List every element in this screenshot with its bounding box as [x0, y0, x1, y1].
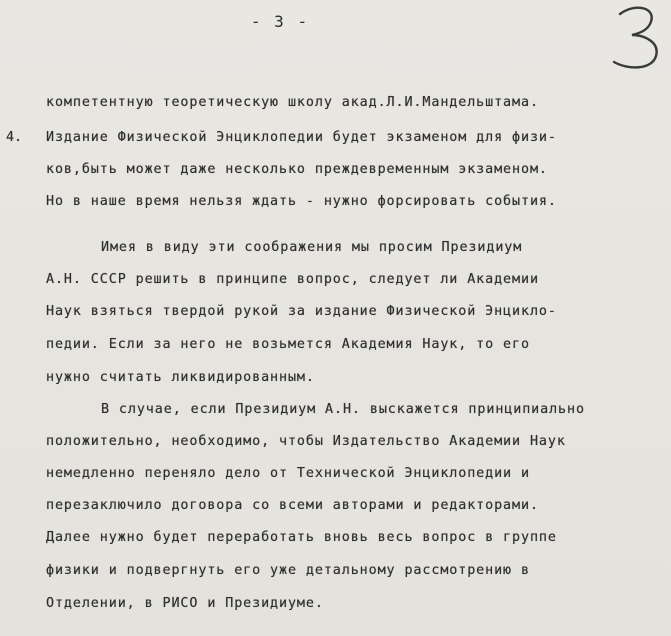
- text-line: физики и подвергнуть его уже детальному рассмотрению в: [46, 563, 530, 578]
- page-number: - 3 -: [250, 12, 310, 31]
- handwritten-page-number: [606, 4, 668, 74]
- text-line: Наук взяться твердой рукой за издание Физической Энцикло-: [46, 304, 557, 319]
- text-line: педии. Если за него не возьмется Академия Наук, то его: [46, 337, 530, 352]
- text-line: Имея в виду эти соображения мы просим Президиум: [101, 240, 523, 255]
- text-line: нужно считать ликвидированным.: [46, 370, 315, 385]
- text-line: Отделении, в РИСО и Президиуме.: [46, 596, 324, 611]
- text-line: В случае, если Президиум А.Н. выскажется принципиально: [101, 402, 585, 417]
- text-line: Далее нужно будет переработать вновь весь вопрос в группе: [46, 530, 557, 545]
- text-line: ков,быть может даже несколько преждевременным экзаменом.: [46, 162, 548, 177]
- text-line: компетентную теоретическую школу акад.Л.И.Мандельштама.: [46, 95, 539, 110]
- text-line: немедленно перенялo дело от Технической Энциклопедии и: [46, 466, 530, 481]
- text-line: перезаключило договора со всеми авторами и редакторами.: [46, 498, 539, 513]
- text-line: А.Н. СССР решить в принципе вопрос, следует ли Академии: [46, 272, 539, 287]
- text-line: Но в наше время нельзя ждать - нужно форсировать события.: [46, 194, 557, 209]
- list-number: 4.: [6, 130, 23, 145]
- text-line: Издание Физической Энциклопедии будет экзаменом для физи-: [46, 130, 557, 145]
- text-line: положительно, необходимо, чтобы Издательство Академии Наук: [46, 434, 566, 449]
